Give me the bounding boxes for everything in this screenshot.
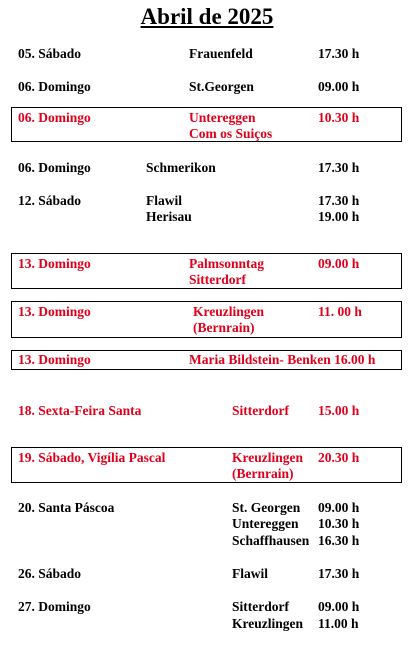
row-time: 09.00 h [318,79,360,94]
row-time: 17.30 h [318,160,360,175]
row-place-secondary: Sitterdorf [189,272,246,287]
row-place-secondary: Untereggen [232,516,299,531]
row-time-secondary: 19.00 h [318,209,360,224]
row-day: 06. Domingo [18,79,91,94]
row-time-tertiary: 16.30 h [318,533,360,548]
row-time-secondary: 10.30 h [318,516,360,531]
row-day: 13. Domingo [18,304,91,319]
row-time: 15.00 h [318,403,360,418]
row-place: Schmerikon [146,160,216,175]
row-place: Kreuzlingen [232,450,304,465]
row-time: 09.00 h [318,256,360,271]
row-time-secondary: 11.00 h [318,616,359,631]
row-place: Palmsonntag [189,256,265,271]
row-day: 19. Sábado, Vigília Pascal [18,450,166,465]
row-day: 06. Domingo [18,110,91,125]
row-place: Maria Bildstein- Benken 16.00 h [189,352,376,367]
row-day: 05. Sábado [18,46,82,61]
row-time: 09.00 h [318,500,360,515]
row-time: 11. 00 h [318,304,362,319]
row-place-secondary: (Bernrain) [193,320,255,335]
row-place-secondary: Com os Suiços [189,126,273,141]
row-place: St. Georgen [232,500,301,515]
row-day: 13. Domingo [18,352,91,367]
row-place: Flawil [232,566,268,581]
row-day: 12. Sábado [18,193,82,208]
row-time: 17.30 h [318,46,360,61]
row-day: 27. Domingo [18,599,91,614]
row-place: Flawil [146,193,182,208]
row-time: 17.30 h [318,193,360,208]
row-time: 17.30 h [318,566,360,581]
row-day: 06. Domingo [18,160,91,175]
row-place: Sitterdorf [232,599,289,614]
row-time: 10.30 h [318,110,360,125]
row-day: 26. Sábado [18,566,82,581]
row-day: 13. Domingo [18,256,91,271]
row-place-secondary: Herisau [146,209,192,224]
row-time: 20.30 h [318,450,360,465]
row-place-tertiary: Schaffhausen [232,533,310,548]
row-day: 18. Sexta-Feira Santa [18,403,142,418]
row-place: St.Georgen [189,79,254,94]
page-title: Abril de 2025 [140,4,274,29]
row-place: Sitterdorf [232,403,289,418]
row-day: 20. Santa Páscoa [18,500,115,515]
row-place: Untereggen [189,110,256,125]
row-place: Kreuzlingen [193,304,265,319]
row-time: 09.00 h [318,599,360,614]
row-place-secondary: (Bernrain) [232,466,294,481]
row-place-secondary: Kreuzlingen [232,616,304,631]
row-place: Frauenfeld [189,46,253,61]
